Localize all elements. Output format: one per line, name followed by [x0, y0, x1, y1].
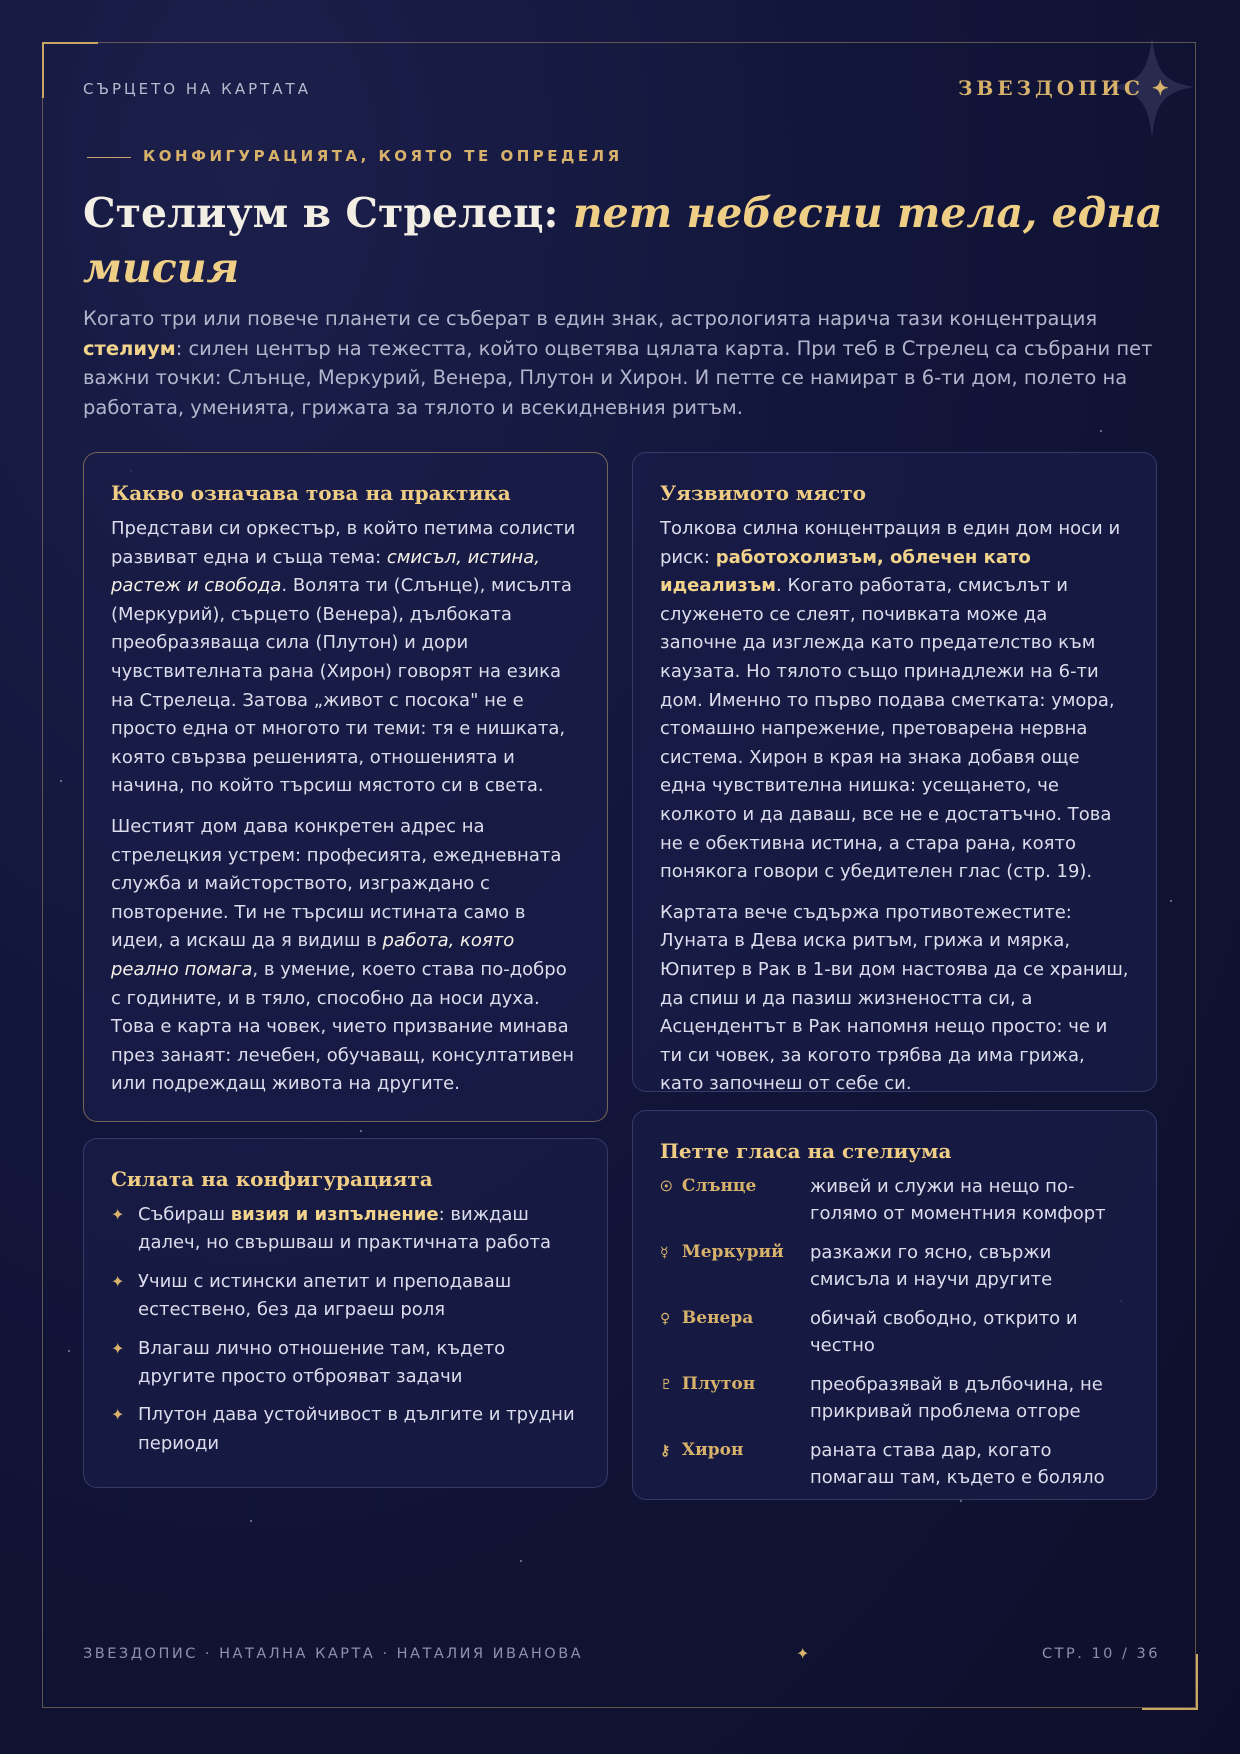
brand-logo [958, 76, 1173, 100]
footer-text: ЗВЕЗДОПИС · НАТАЛНА КАРТА · НАТАЛИЯ ИВАНОВА [83, 1646, 584, 1662]
page-number: СТР. 10 / 36 [1042, 1646, 1160, 1662]
planet-name: Плутон [681, 1374, 756, 1394]
text: Учиш с истински апетит и преподаваш естествено, без да играеш роля [138, 1270, 512, 1321]
sun-icon: ☉ [660, 1179, 673, 1195]
card-vulnerable [632, 452, 1157, 1095]
text: Шестият дом дава конкретен адрес на стрелецкия устрем: професията, ежедневната служба и майсторството, изграждано с повторение. Ти не търсиш истината само в идеи, а искаш да я видиш в [111, 815, 562, 952]
star-dot [68, 1350, 70, 1352]
voice-text: раната става дар, когато помагаш там, където е боляло [810, 1440, 1105, 1488]
card-title: Силата на конфигурацията [111, 1167, 433, 1191]
voice-text: разкажи го ясно, свържи смисъла и научи другите [810, 1242, 1053, 1290]
text: . Когато работата, смисълът и служенето се слеят, почивката може да започне да изглежда като предателство към каузата. Но тялото също принадлежи на 6-ти дом. Именно то първо подава сметката: умора, стомашно напрежение, претоварена нервна система. Хирон в края на знака добавя още една чувствителна нишка: усещането, че колкото и да даваш, все не е достатъчно. Това не е обективна истина, а стара рана, която понякога говори с убедителен глас (стр. 19). [660, 575, 1115, 883]
lead-text: Когато три или повече планети се съберат в един знак, астрологията нарича тази концентрация [83, 307, 1098, 330]
voice-text: обичай свободно, открито и честно [810, 1308, 1078, 1356]
star-dot [60, 780, 62, 782]
lead-text: : силен център на тежестта, който оцветява цялата карта. При теб в Стрелец са събрани пет важни точки: Слънце, Меркурий, Венера, Плутон и Хирон. И петте се намират в 6-ти дом, полето на работата, уменията, грижата за тялото и всекидневния ритъм. [83, 336, 1153, 419]
voice-name [660, 1437, 810, 1491]
text: Събираш [138, 1204, 231, 1225]
list-item [111, 1201, 580, 1258]
star-dot [520, 1560, 522, 1562]
list-item [111, 1268, 580, 1325]
voice-name [660, 1239, 810, 1293]
paragraph: Картата вече съдържа противотежестите: Луната в Дева иска ритъм, грижа и мярка, Юпитер в Рак в 1-ви дом настоява да се храниш, да спиш и да пазиш жизнеността си, а Асцендентът в Рак напомня нещо просто: че и ти си човек, за когото трябва да има грижа, като започнеш от себе си. [660, 901, 1129, 1095]
star-dot [250, 1520, 252, 1522]
planet-name: Слънце [681, 1176, 757, 1196]
text: Представи си оркестър, в който петима солисти развиват една и съща тема: [111, 518, 576, 568]
lead-highlight: стелиум [83, 336, 176, 360]
kicker: КОНФИГУРАЦИЯТА, КОЯТО ТЕ ОПРЕДЕЛЯ [143, 147, 623, 165]
voice-row [660, 1305, 1129, 1359]
star-dot [1100, 430, 1102, 432]
list-item [111, 1335, 580, 1392]
voice-row [660, 1371, 1129, 1425]
title-emphasis: пет небесни тела, една мисия [83, 189, 1163, 292]
emphasis: работа, която реално помага [111, 930, 515, 980]
text: Плутон дава устойчивост в дългите и трудни периоди [138, 1404, 575, 1454]
sparkle-icon: ✦ [796, 1644, 810, 1663]
kicker-divider [87, 157, 131, 158]
text: Толкова силна концентрация в един дом носи и риск: [660, 518, 1121, 568]
planet-name: Меркурий [681, 1242, 784, 1262]
card-voices [632, 1110, 1157, 1500]
frame-corner-bottom-right [1142, 1654, 1198, 1710]
text: : виждаш далеч, но свършваш и практичната работа [138, 1204, 552, 1254]
highlight: работохолизъм, облечен като идеализъм [660, 546, 1031, 597]
star-dot [960, 1500, 962, 1502]
text: , в умение, което става по-добро с годините, и в тяло, способно да носи духа. Това е карта на човек, чието призвание минава през занаят: лечебен, обучаващ, консултативен или подреждащ живота на другите. [111, 958, 575, 1095]
paragraph [111, 515, 580, 801]
voice-row [660, 1173, 1129, 1227]
star-dot [360, 1130, 362, 1132]
card-title: Петте гласа на стелиума [660, 1139, 952, 1163]
voice-text: живей и служи на нещо по-голямо от моментния комфорт [810, 1176, 1106, 1224]
sparkle-icon: ✦ [111, 1338, 125, 1358]
text: . Волята ти (Слънце), мисълта (Меркурий), сърцето (Венера), дълбоката преобразяваща сила (Плутон) и дори чувствителната рана (Хирон) говорят на езика на Стрелеца. Затова „живот с посока" не е просто една от многото ти теми: тя е нишката, която свързва решенията, отношенията и начина, по който търсиш мястото си в света. [111, 575, 572, 797]
venus-icon: ♀ [660, 1311, 671, 1327]
voice-name [660, 1173, 810, 1227]
voice-row [660, 1437, 1129, 1491]
sparkle-icon: ✦ [111, 1271, 125, 1291]
section-label: СЪРЦЕТО НА КАРТАТА [83, 80, 311, 98]
highlight: визия и изпълнение [230, 1204, 439, 1225]
title-plain: Стелиум в Стрелец: [83, 189, 573, 237]
page-title [83, 186, 1163, 296]
card-strength [83, 1138, 608, 1488]
card-title: Какво означава това на практика [111, 481, 511, 505]
list-item [111, 1401, 580, 1458]
star-dot [1170, 900, 1172, 902]
card-practice [83, 452, 608, 1122]
paragraph [111, 813, 580, 1099]
voice-name [660, 1305, 810, 1359]
pluto-icon: ♇ [660, 1377, 673, 1393]
voice-row [660, 1239, 1129, 1293]
brand-name: ЗВЕЗДОПИС [958, 76, 1144, 100]
mercury-icon: ☿ [660, 1245, 669, 1261]
emphasis: смисъл, истина, растеж и свобода [111, 546, 540, 597]
planet-name: Хирон [681, 1440, 744, 1460]
sparkle-icon: ✦ [1151, 76, 1173, 100]
sparkle-icon: ✦ [111, 1405, 125, 1425]
planet-name: Венера [681, 1308, 754, 1328]
chiron-icon: ⚷ [660, 1443, 671, 1459]
paragraph [660, 515, 1129, 887]
lead-paragraph [83, 304, 1163, 422]
voice-text: преобразявай в дълбочина, не прикривай проблема отгоре [810, 1374, 1103, 1422]
strength-list [111, 1201, 580, 1458]
voice-name [660, 1371, 810, 1425]
card-title: Уязвимото място [660, 481, 866, 505]
sparkle-icon: ✦ [111, 1205, 125, 1224]
text: Влагаш лично отношение там, където другите просто отброяват задачи [138, 1337, 506, 1388]
